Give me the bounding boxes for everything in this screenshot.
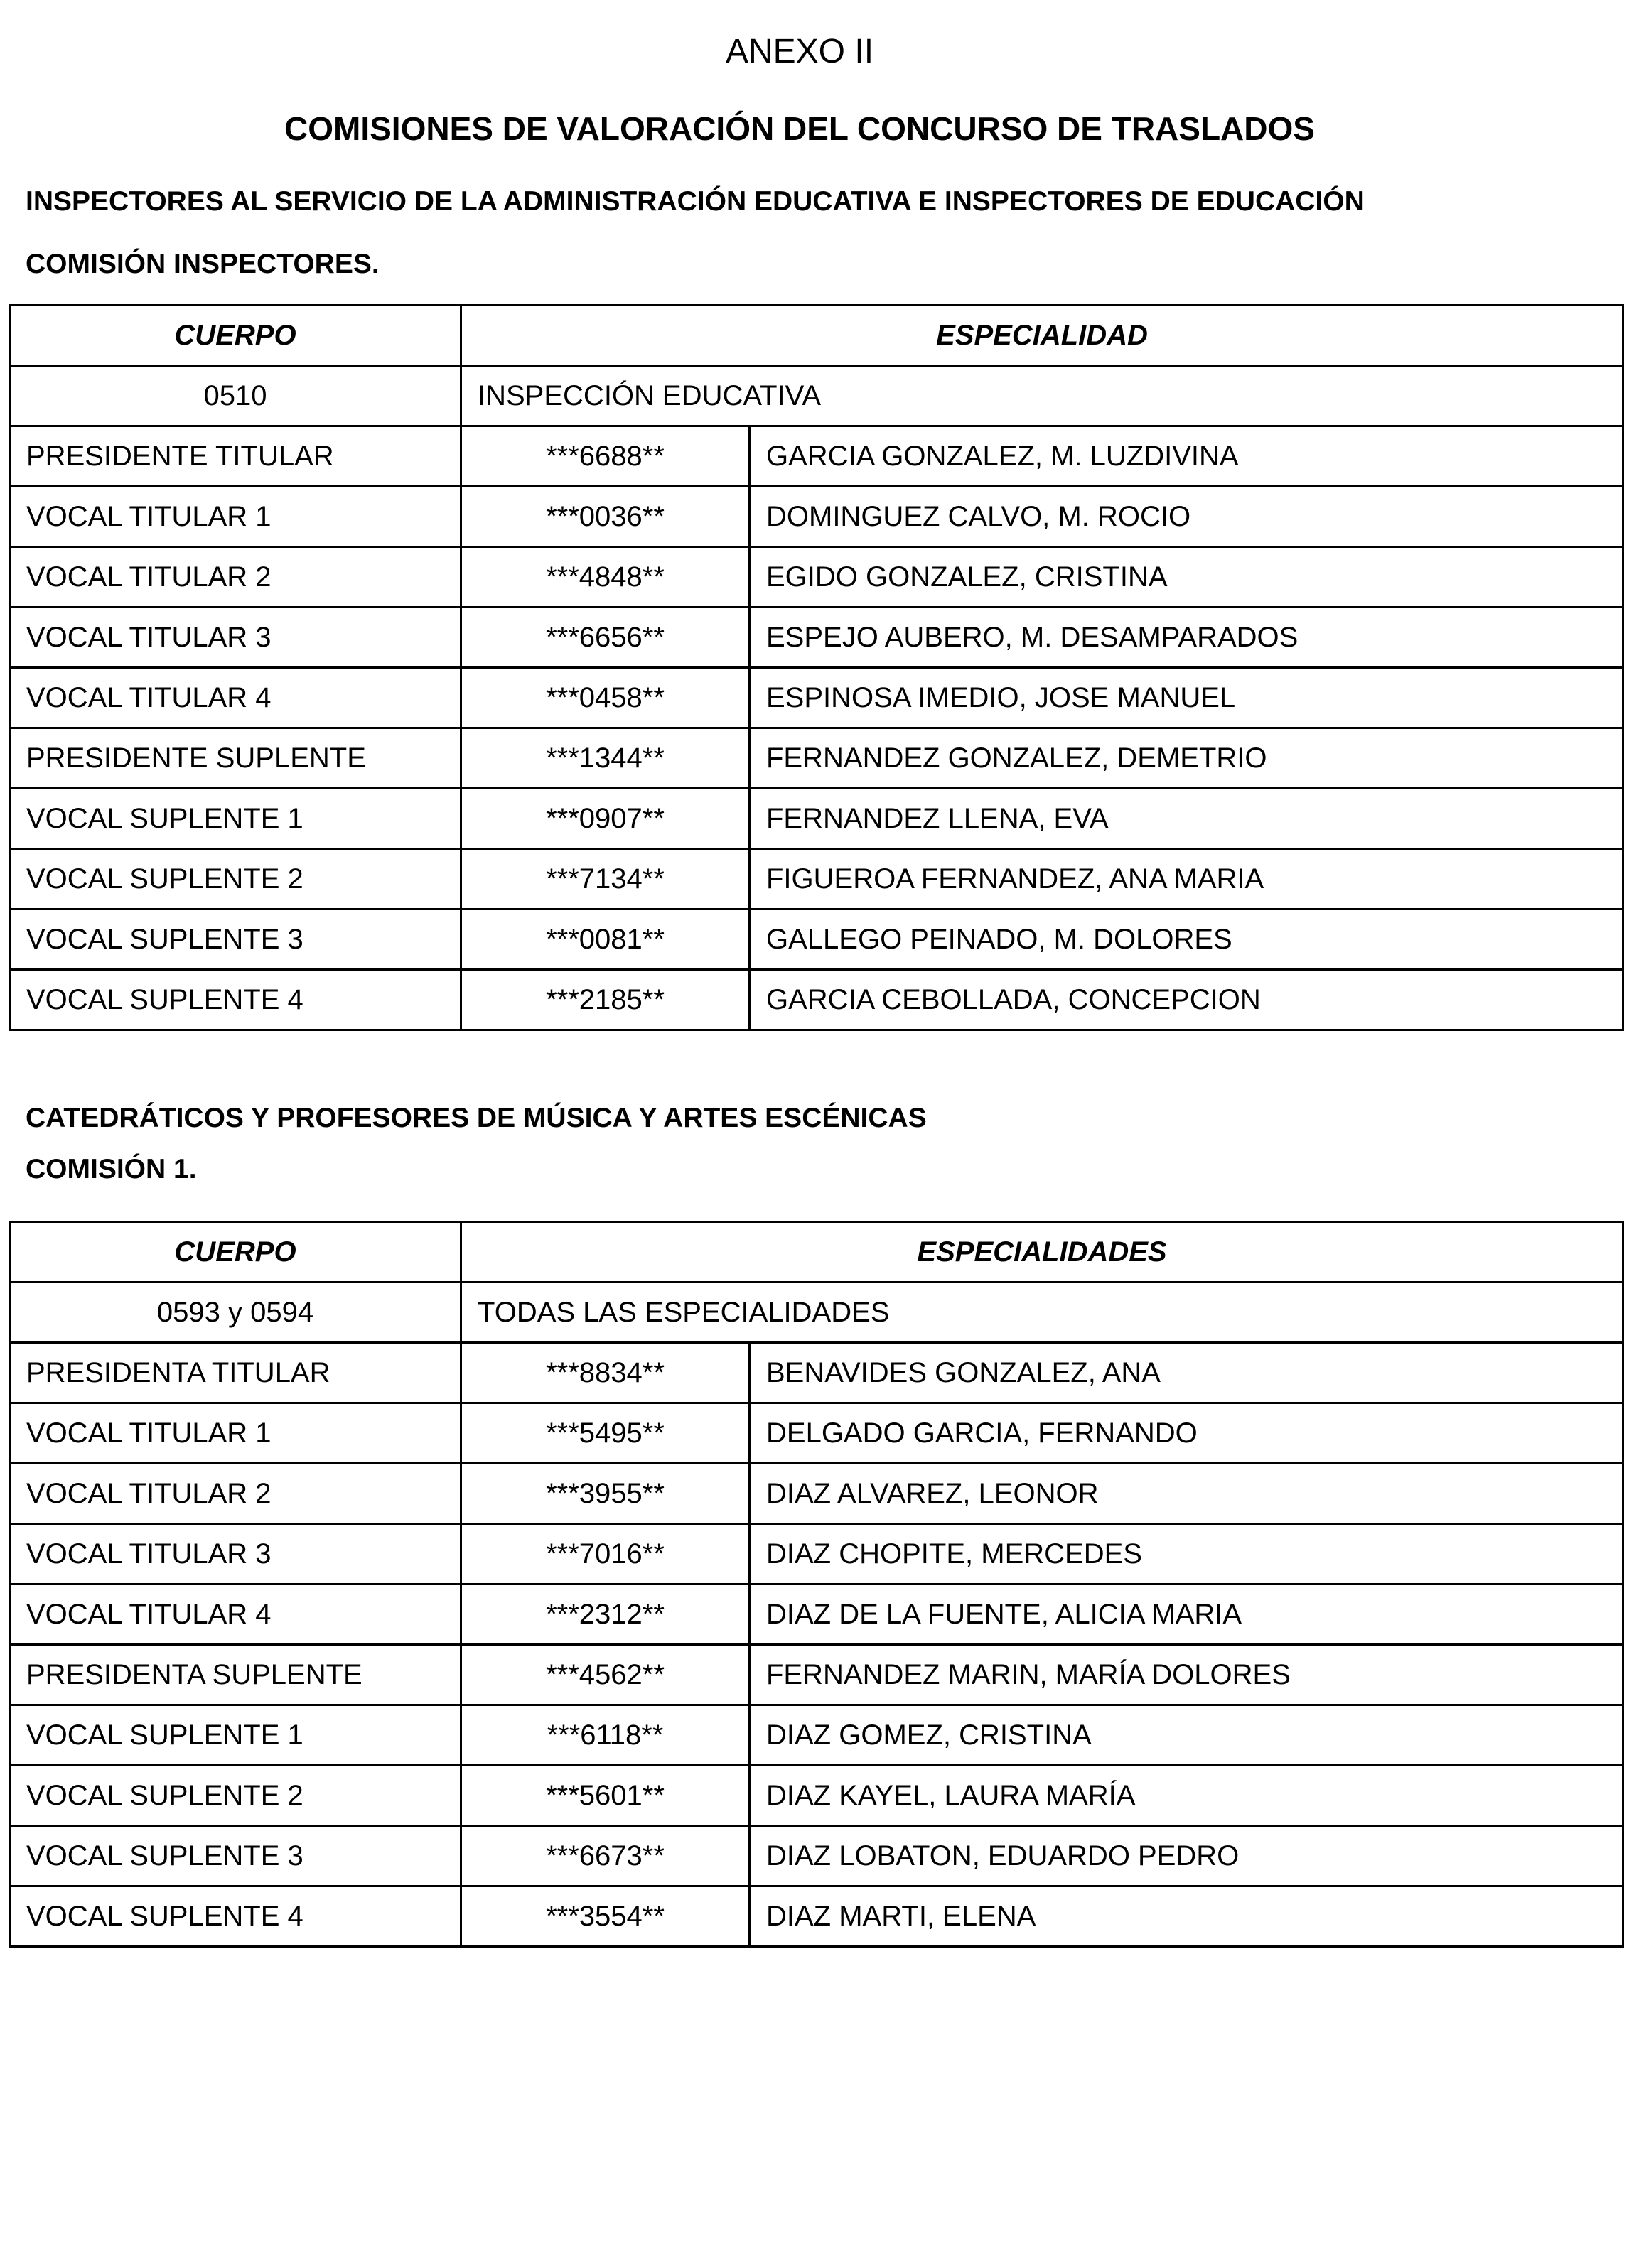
commission-table-inspectores bbox=[9, 304, 1624, 1031]
commission-title-musica: COMISIÓN 1. bbox=[26, 1154, 197, 1184]
member-row bbox=[10, 1705, 1623, 1766]
member-role: VOCAL TITULAR 1 bbox=[10, 487, 461, 547]
member-name: FERNANDEZ MARIN, MARÍA DOLORES bbox=[750, 1645, 1623, 1705]
member-row bbox=[10, 1826, 1623, 1886]
cuerpo-row bbox=[10, 366, 1623, 426]
member-row bbox=[10, 1524, 1623, 1584]
member-name: DOMINGUEZ CALVO, M. ROCIO bbox=[750, 487, 1623, 547]
especialidad-header: ESPECIALIDADES bbox=[461, 1222, 1623, 1282]
member-name: GALLEGO PEINADO, M. DOLORES bbox=[750, 909, 1623, 970]
member-role: PRESIDENTA TITULAR bbox=[10, 1343, 461, 1403]
member-id: ***0036** bbox=[461, 487, 750, 547]
member-name: FERNANDEZ GONZALEZ, DEMETRIO bbox=[750, 728, 1623, 789]
member-name: DIAZ CHOPITE, MERCEDES bbox=[750, 1524, 1623, 1584]
commission-title-inspectores: COMISIÓN INSPECTORES. bbox=[26, 249, 380, 279]
document-title: COMISIONES DE VALORACIÓN DEL CONCURSO DE TRASLADOS bbox=[284, 110, 1315, 147]
member-name: ESPINOSA IMEDIO, JOSE MANUEL bbox=[750, 668, 1623, 728]
member-row bbox=[10, 970, 1623, 1030]
member-row bbox=[10, 1403, 1623, 1464]
member-id: ***7134** bbox=[461, 849, 750, 909]
member-role: PRESIDENTE TITULAR bbox=[10, 426, 461, 487]
member-role: PRESIDENTE SUPLENTE bbox=[10, 728, 461, 789]
member-name: DIAZ DE LA FUENTE, ALICIA MARIA bbox=[750, 1584, 1623, 1645]
member-id: ***0081** bbox=[461, 909, 750, 970]
member-id: ***0458** bbox=[461, 668, 750, 728]
member-row bbox=[10, 909, 1623, 970]
member-role: VOCAL TITULAR 4 bbox=[10, 1584, 461, 1645]
member-id: ***6656** bbox=[461, 608, 750, 668]
member-role: VOCAL TITULAR 2 bbox=[10, 547, 461, 608]
member-id: ***3554** bbox=[461, 1886, 750, 1947]
member-row bbox=[10, 789, 1623, 849]
section-heading-inspectores: INSPECTORES AL SERVICIO DE LA ADMINISTRACIÓN EDUCATIVA E INSPECTORES DE EDUCACIÓN bbox=[26, 186, 1365, 217]
member-name: FIGUEROA FERNANDEZ, ANA MARIA bbox=[750, 849, 1623, 909]
member-role: VOCAL SUPLENTE 4 bbox=[10, 970, 461, 1030]
member-role: VOCAL TITULAR 2 bbox=[10, 1464, 461, 1524]
commission-table-musica bbox=[9, 1221, 1624, 1948]
table-header-row bbox=[10, 1222, 1623, 1282]
member-name: DIAZ ALVAREZ, LEONOR bbox=[750, 1464, 1623, 1524]
member-name: GARCIA CEBOLLADA, CONCEPCION bbox=[750, 970, 1623, 1030]
member-role: VOCAL SUPLENTE 4 bbox=[10, 1886, 461, 1947]
section-heading-musica: CATEDRÁTICOS Y PROFESORES DE MÚSICA Y ARTES ESCÉNICAS bbox=[26, 1103, 927, 1133]
member-name: DIAZ GOMEZ, CRISTINA bbox=[750, 1705, 1623, 1766]
member-id: ***0907** bbox=[461, 789, 750, 849]
member-id: ***4848** bbox=[461, 547, 750, 608]
member-role: VOCAL SUPLENTE 3 bbox=[10, 909, 461, 970]
member-row bbox=[10, 849, 1623, 909]
member-id: ***6118** bbox=[461, 1705, 750, 1766]
member-role: VOCAL TITULAR 4 bbox=[10, 668, 461, 728]
member-id: ***3955** bbox=[461, 1464, 750, 1524]
member-name: GARCIA GONZALEZ, M. LUZDIVINA bbox=[750, 426, 1623, 487]
member-row bbox=[10, 668, 1623, 728]
cuerpo-header: CUERPO bbox=[10, 1222, 461, 1282]
member-id: ***5495** bbox=[461, 1403, 750, 1464]
cuerpo-code: 0593 y 0594 bbox=[10, 1282, 461, 1343]
member-row bbox=[10, 1886, 1623, 1947]
member-role: VOCAL TITULAR 3 bbox=[10, 608, 461, 668]
annex-label: ANEXO II bbox=[725, 33, 874, 70]
member-id: ***5601** bbox=[461, 1766, 750, 1826]
table-header-row bbox=[10, 306, 1623, 366]
especialidad-value: INSPECCIÓN EDUCATIVA bbox=[461, 366, 1623, 426]
member-name: DELGADO GARCIA, FERNANDO bbox=[750, 1403, 1623, 1464]
member-role: PRESIDENTA SUPLENTE bbox=[10, 1645, 461, 1705]
member-row bbox=[10, 1464, 1623, 1524]
member-id: ***2312** bbox=[461, 1584, 750, 1645]
member-row bbox=[10, 728, 1623, 789]
member-row bbox=[10, 1645, 1623, 1705]
member-role: VOCAL SUPLENTE 1 bbox=[10, 1705, 461, 1766]
member-id: ***2185** bbox=[461, 970, 750, 1030]
member-role: VOCAL SUPLENTE 2 bbox=[10, 1766, 461, 1826]
cuerpo-header: CUERPO bbox=[10, 306, 461, 366]
cuerpo-row bbox=[10, 1282, 1623, 1343]
especialidad-header: ESPECIALIDAD bbox=[461, 306, 1623, 366]
member-role: VOCAL TITULAR 3 bbox=[10, 1524, 461, 1584]
member-row bbox=[10, 487, 1623, 547]
member-name: FERNANDEZ LLENA, EVA bbox=[750, 789, 1623, 849]
member-role: VOCAL SUPLENTE 2 bbox=[10, 849, 461, 909]
member-name: BENAVIDES GONZALEZ, ANA bbox=[750, 1343, 1623, 1403]
member-id: ***7016** bbox=[461, 1524, 750, 1584]
member-name: ESPEJO AUBERO, M. DESAMPARADOS bbox=[750, 608, 1623, 668]
member-id: ***6673** bbox=[461, 1826, 750, 1886]
member-name: EGIDO GONZALEZ, CRISTINA bbox=[750, 547, 1623, 608]
member-id: ***8834** bbox=[461, 1343, 750, 1403]
member-id: ***6688** bbox=[461, 426, 750, 487]
member-row bbox=[10, 1766, 1623, 1826]
cuerpo-code: 0510 bbox=[10, 366, 461, 426]
especialidad-value: TODAS LAS ESPECIALIDADES bbox=[461, 1282, 1623, 1343]
member-role: VOCAL SUPLENTE 1 bbox=[10, 789, 461, 849]
member-role: VOCAL SUPLENTE 3 bbox=[10, 1826, 461, 1886]
member-name: DIAZ MARTI, ELENA bbox=[750, 1886, 1623, 1947]
member-role: VOCAL TITULAR 1 bbox=[10, 1403, 461, 1464]
member-row bbox=[10, 547, 1623, 608]
member-id: ***4562** bbox=[461, 1645, 750, 1705]
member-name: DIAZ LOBATON, EDUARDO PEDRO bbox=[750, 1826, 1623, 1886]
member-row bbox=[10, 426, 1623, 487]
member-row bbox=[10, 1343, 1623, 1403]
member-id: ***1344** bbox=[461, 728, 750, 789]
member-row bbox=[10, 608, 1623, 668]
member-name: DIAZ KAYEL, LAURA MARÍA bbox=[750, 1766, 1623, 1826]
member-row bbox=[10, 1584, 1623, 1645]
